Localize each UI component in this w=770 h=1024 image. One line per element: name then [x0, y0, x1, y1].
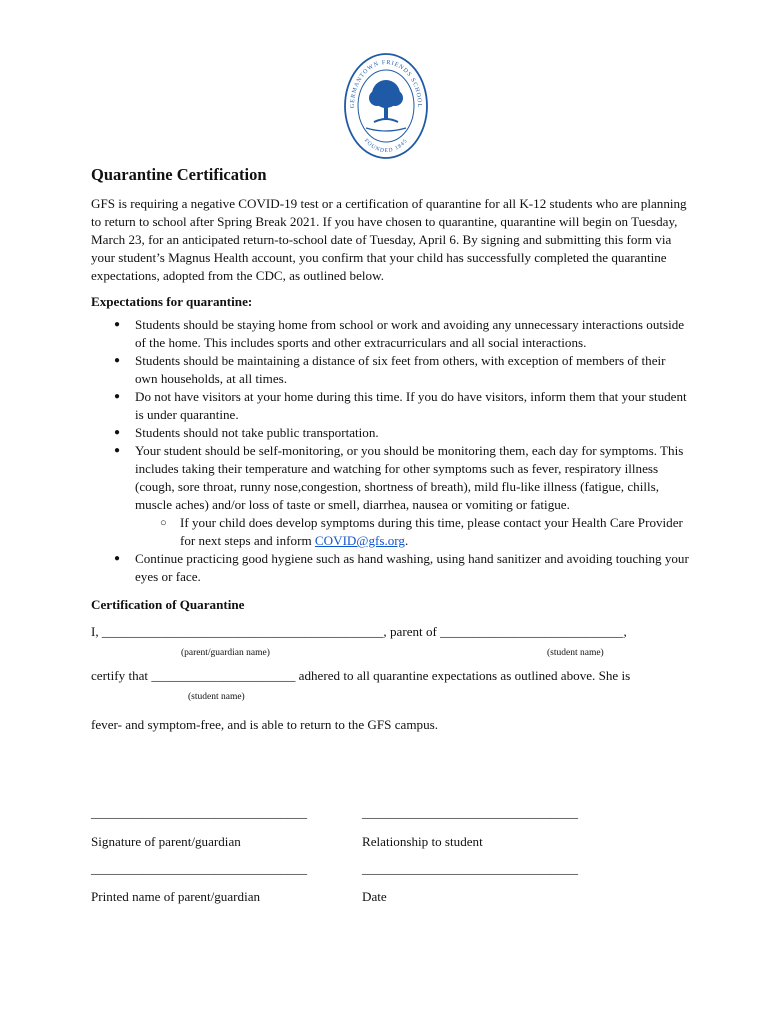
sub-item-text: If your child does develop symptoms during this time, please contact your Health Care Provider for next steps and inform — [180, 515, 683, 548]
printed-name-label: Printed name of parent/guardian — [91, 889, 261, 904]
list-item — [114, 316, 691, 352]
school-seal-logo — [344, 52, 428, 160]
certification-line-student: certify that ______________________ adhered to all quarantine expectations as outlined above. She is — [91, 668, 631, 683]
caption-row-1 — [91, 641, 691, 658]
date-line: _________________________________ — [362, 861, 579, 876]
relationship-line: _________________________________ — [362, 805, 579, 820]
printed-name-line: _________________________________ — [91, 861, 308, 876]
signature-label: Signature of parent/guardian — [91, 834, 241, 849]
list-item — [114, 550, 691, 586]
list-item-text: Students should be maintaining a distance of six feet from others, with exception of members of their own households, at all times. — [135, 353, 666, 386]
sub-item-end: . — [404, 533, 409, 548]
list-item-text: Do not have visitors at your home during this time. If you do have visitors, inform them that your student is under quarantine. — [135, 389, 687, 422]
document-title: Quarantine Certification — [91, 165, 267, 184]
circle-bullet-icon: ○ — [160, 517, 167, 529]
list-item — [114, 442, 691, 550]
intro-paragraph: GFS is requiring a negative COVID-19 test or a certification of quarantine for all K-12 students who are planning to return to school after Spring Break 2021. If you have chosen to quarantine, quarantine will begin on Tuesday, March 23, for an anticipated return-to-school date of Tuesday, April 6. By signing and submitting this form via your student’s Magnus Health account, you confirm that your child has successfully completed the quarantine expectations, adopted from the CDC, as outlined below. — [91, 196, 687, 283]
caption-student-name: (student name) — [547, 648, 604, 658]
list-item-text: Your student should be self-monitoring, or you should be monitoring them, each day for symptoms. This includes taking their temperature and watching for other symptoms such as fever, respiratory illness (cough, sore throat, runny nose,congestion, shortness of breath), mild flu-like illness (fatigue, chills, muscle aches) and/or loss of taste or smell, diarrhea, nausea or vomiting or fatigue. — [135, 443, 684, 512]
list-item — [114, 388, 691, 424]
seal-text-top: GERMANTOWN FRIENDS SCHOOL — [349, 59, 423, 109]
certification-heading: Certification of Quarantine — [91, 597, 245, 612]
caption-row-2 — [91, 685, 691, 702]
bullet-icon: ● — [114, 553, 121, 564]
sub-list — [135, 514, 691, 550]
bullet-icon: ● — [114, 445, 121, 456]
list-item-text: Students should not take public transportation. — [135, 425, 379, 440]
expectations-list — [91, 316, 691, 586]
caption-parent-name: (parent/guardian name) — [181, 648, 270, 658]
signature-line: _________________________________ — [91, 805, 308, 820]
sub-list-item — [160, 514, 691, 550]
certification-line-final: fever- and symptom-free, and is able to return to the GFS campus. — [91, 717, 438, 732]
list-item-text: Continue practicing good hygiene such as hand washing, using hand sanitizer and avoiding touching your eyes or face. — [135, 551, 689, 584]
list-item — [114, 424, 691, 442]
relationship-label: Relationship to student — [362, 834, 483, 849]
date-label: Date — [362, 889, 387, 904]
caption-student-name-2: (student name) — [188, 692, 245, 702]
certification-line-parent: I, ___________________________________________, parent of ____________________________, — [91, 624, 627, 639]
list-item-text: Students should be staying home from school or work and avoiding any unnecessary interactions outside of the home. This includes sports and other extracurriculars and all social interactions. — [135, 317, 685, 350]
bullet-icon: ● — [114, 391, 121, 402]
seal-text-bottom: FOUNDED 1845 — [362, 137, 410, 155]
list-item — [114, 352, 691, 388]
bullet-icon: ● — [114, 355, 121, 366]
covid-email-link[interactable]: COVID@gfs.org — [314, 533, 405, 548]
svg-text:FOUNDED 1845 — [363, 138, 409, 154]
expectations-heading: Expectations for quarantine: — [91, 294, 253, 309]
bullet-icon: ● — [114, 319, 121, 330]
document-body — [91, 164, 691, 734]
bullet-icon: ● — [114, 427, 121, 438]
